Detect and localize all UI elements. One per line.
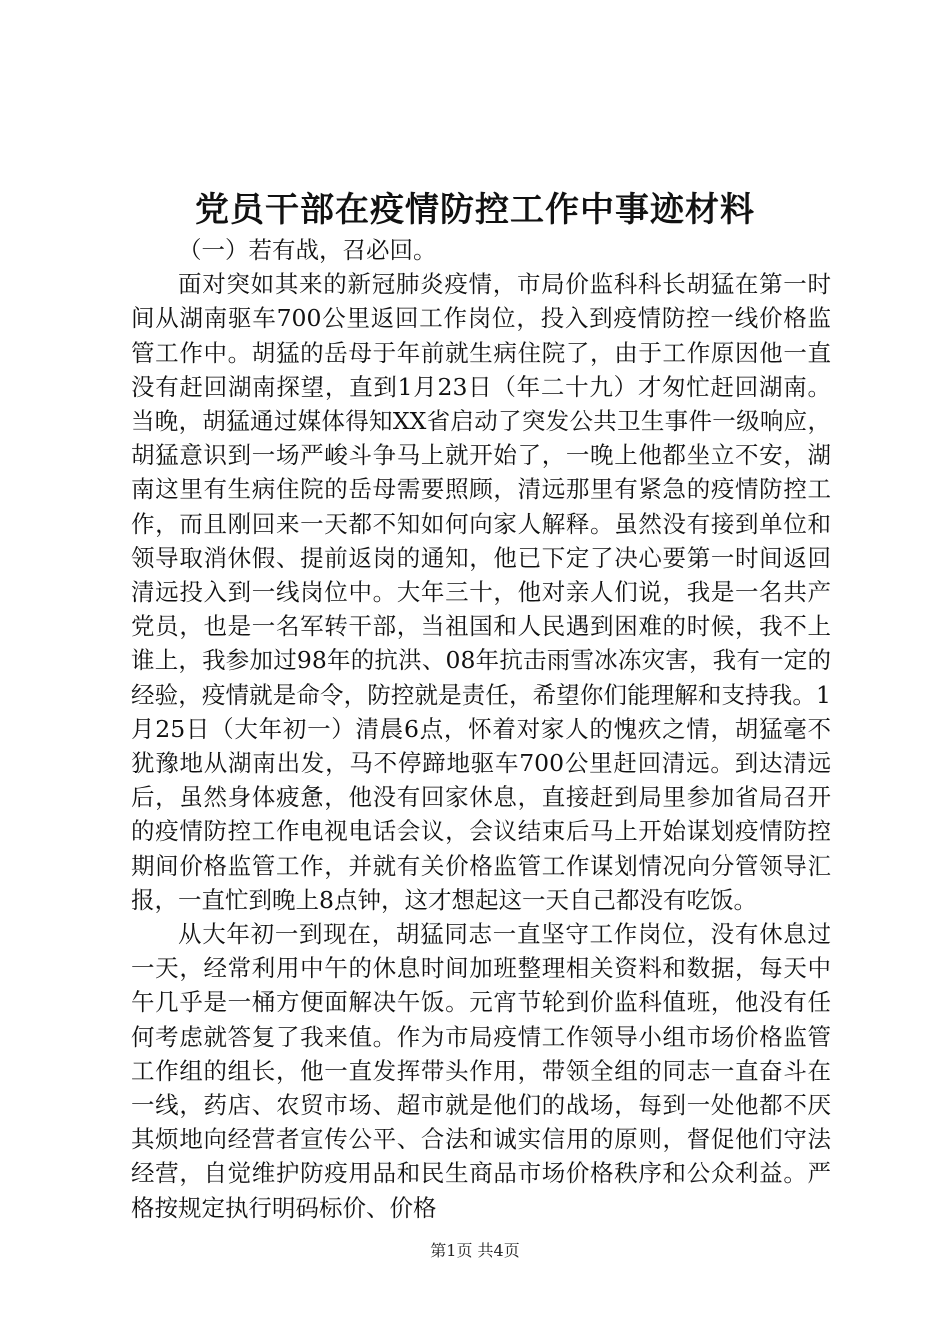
- body-paragraph: 面对突如其来的新冠肺炎疫情，市局价监科科长胡猛在第一时间从湖南驱车700公里返回工作岗位，投入到疫情防控一线价格监管工作中。胡猛的岳母于年前就生病住院了，由于工作原因他一直没有赶回湖南探望，直到1月23日（年二十九）才匆忙赶回湖南。当晚，胡猛通过媒体得知XX省启动了突发公共卫生事件一级响应，胡猛意识到一场严峻斗争马上就开始了，一晚上他都坐立不安，湖南这里有生病住院的岳母需要照顾，清远那里有紧急的疫情防控工作，而且刚回来一天都不知如何向家人解释。虽然没有接到单位和领导取消休假、提前返岗的通知，他已下定了决心要第一时间返回清远投入到一线岗位中。大年三十，他对亲人们说，我是一名共产党员，也是一名军转干部，当祖国和人民遇到困难的时候，我不上谁上，我参加过98年的抗洪、08年抗击雨雪冰冻灾害，我有一定的经验，疫情就是命令，防控就是责任，希望你们能理解和支持我。1月25日（大年初一）清晨6点，怀着对家人的愧疚之情，胡猛毫不犹豫地从湖南出发，马不停蹄地驱车700公里赶回清远。到达清远后，虽然身体疲惫，他没有回家休息，直接赶到局里参加省局召开的疫情防控工作电视电话会议，会议结束后马上开始谋划疫情防控期间价格监管工作，并就有关价格监管工作谋划情况向分管领导汇报，一直忙到晚上8点钟，这才想起这一天自己都没有吃饭。: [131, 270, 831, 914]
- section-heading: （一）若有战，召必回。: [178, 236, 437, 264]
- page-number-footer: 第1页 共4页: [430, 1241, 520, 1260]
- document-title: 党员干部在疫情防控工作中事迹材料: [195, 190, 755, 230]
- document-body: [131, 233, 831, 1225]
- body-paragraph: 从大年初一到现在，胡猛同志一直坚守工作岗位，没有休息过一天，经常利用中午的休息时间加班整理相关资料和数据，每天中午几乎是一桶方便面解决午饭。元宵节轮到价监科值班，他没有任何考虑就答复了我来值。作为市局疫情工作领导小组市场价格监管工作组的组长，他一直发挥带头作用，带领全组的同志一直奋斗在一线，药店、农贸市场、超市就是他们的战场，每到一处他都不厌其烦地向经营者宣传公平、合法和诚实信用的原则，督促他们守法经营，自觉维护防疫用品和民生商品市场价格秩序和公众利益。严格按规定执行明码标价、价格: [131, 920, 831, 1222]
